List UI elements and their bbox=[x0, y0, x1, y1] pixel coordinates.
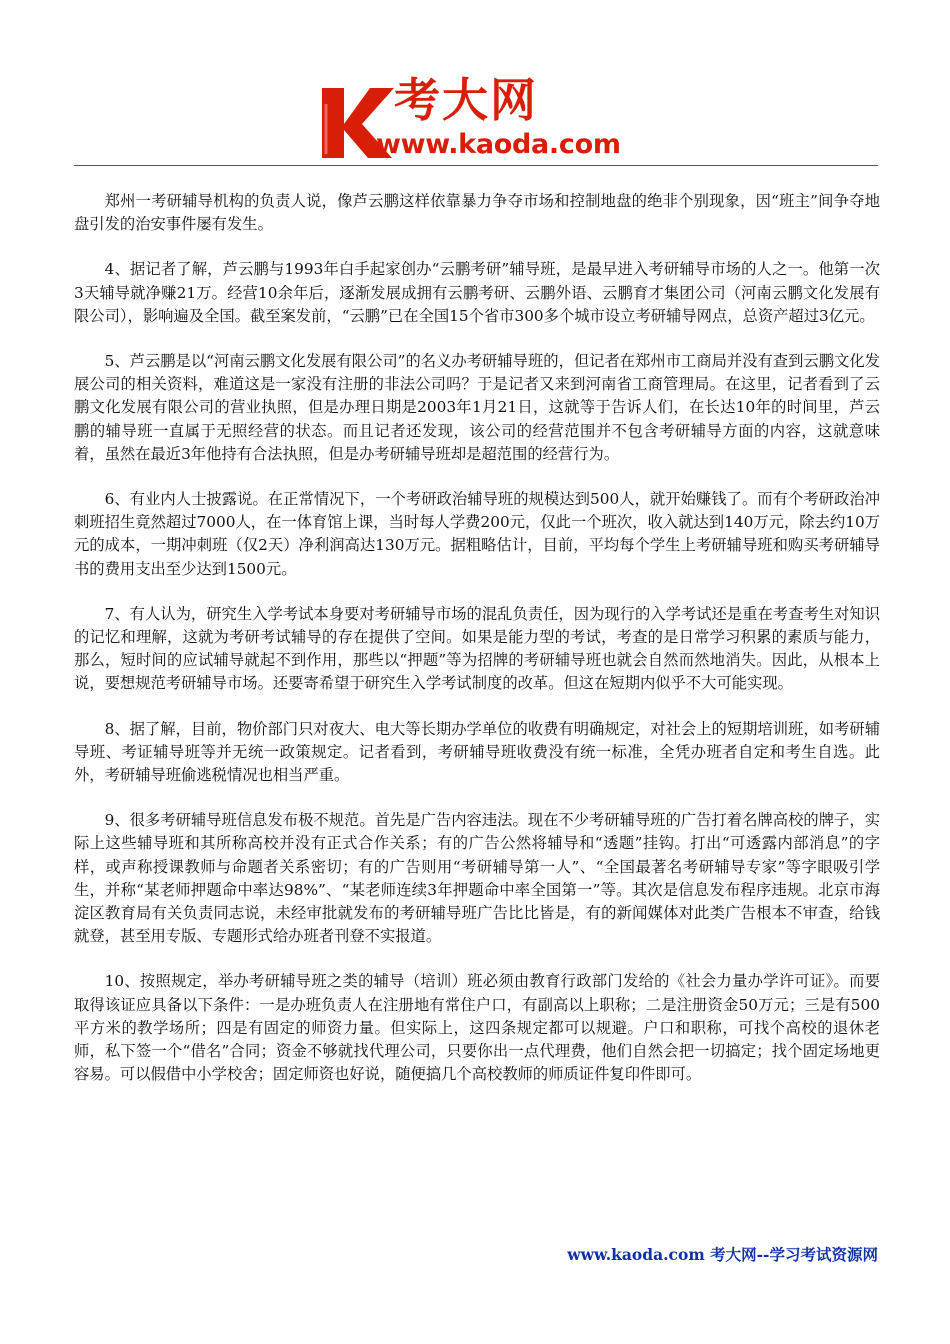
header-divider bbox=[74, 165, 878, 166]
article-body bbox=[74, 190, 880, 1109]
paragraph: 9、很多考研辅导班信息发布极不规范。首先是广告内容违法。现在不少考研辅导班的广告打着名牌高校的牌子，实际上这些辅导班和其所称高校并没有正式合作关系；有的广告公然将辅导和“透题”挂钩。打出“可透露内部消息”的字样，或声称授课教师与命题者关系密切；有的广告则用“考研辅导第一人”、“全国最著名考研辅导专家”等字眼吸引学生，并称“某老师押题命中率达98%”、“某老师连续3年押题命中率全国第一”等。其次是信息发布程序违规。北京市海淀区教育局有关负责同志说，未经审批就发布的考研辅导班广告比比皆是，有的新闻媒体对此类广告根本不审查，给钱就登，甚至用专版、专题形式给办班者刊登不实报道。 bbox=[74, 811, 880, 946]
paragraph: 7、有人认为，研究生入学考试本身要对考研辅导市场的混乱负责任，因为现行的入学考试还是重在考查考生对知识的记忆和理解，这就为考研考试辅导的存在提供了空间。如果是能力型的考试，考查的是日常学习积累的素质与能力，那么，短时间的应试辅导就起不到作用，那些以“押题”等为招牌的考研辅导班也就会自然而然地消失。因此，从根本上说，要想规范考研辅导市场。还要寄希望于研究生入学考试制度的改革。但这在短期内似乎不大可能实现。 bbox=[74, 604, 880, 693]
paragraph: 8、据了解，目前，物价部门只对夜大、电大等长期办学单位的收费有明确规定，对社会上的短期培训班，如考研辅导班、考证辅导班等并无统一政策规定。记者看到，考研辅导班收费没有统一标准，全凭办班者自定和考生自选。此外，考研辅导班偷逃税情况也相当严重。 bbox=[74, 719, 880, 785]
site-logo[interactable] bbox=[318, 72, 638, 162]
paragraph: 6、有业内人士披露说。在正常情况下，一个考研政治辅导班的规模达到500人，就开始赚钱了。而有个考研政治冲刺班招生竟然超过7000人，在一体育馆上课，当时每人学费200元，仅此一个班次，收入就达到140万元，除去约10万元的成本，一期冲刺班（仅2天）净利润高达130万元。据粗略估计，目前，平均每个学生上考研辅导班和购买考研辅导书的费用支出至少达到1500元。 bbox=[74, 490, 880, 578]
paragraph: 郑州一考研辅导机构的负责人说，像芦云鹏这样依靠暴力争夺市场和控制地盘的绝非个别现象，因“班主”间争夺地盘引发的治安事件屡有发生。 bbox=[74, 192, 880, 234]
paragraph: 5、芦云鹏是以“河南云鹏文化发展有限公司”的名义办考研辅导班的，但记者在郑州市工商局并没有查到云鹏文化发展公司的相关资料，难道这是一家没有注册的非法公司吗？于是记者又来到河南省工商管理局。在这里，记者看到了云鹏文化发展有限公司的营业执照，但是办理日期是2003年1月21日，这就等于告诉人们，在长达10年的时间里，芦云鹏的辅导班一直属于无照经营的状态。而且记者还发现，该公司的经营范围并不包含考研辅导方面的内容，这就意味着，虽然在最近3年他持有合法执照，但是办考研辅导班却是超范围的经营行为。 bbox=[74, 352, 880, 463]
paragraph: 10、按照规定，举办考研辅导班之类的辅导（培训）班必须由教育行政部门发给的《社会力量办学许可证》。而要取得该证应具备以下条件：一是办班负责人在注册地有常住户口，有副高以上职称；二是注册资金50万元；三是有500平方米的教学场所；四是有固定的师资力量。但实际上，这四条规定都可以规避。户口和职称，可找个高校的退休老师，私下签一个“借名”合同；资金不够就找代理公司，只要你出一点代理费，他们自然会把一切搞定；找个固定场地更容易。可以假借中小学校舍；固定师资也好说，随便搞几个高校教师的师质证件复印件即可。 bbox=[74, 972, 880, 1084]
paragraph: 4、据记者了解，芦云鹏与1993年白手起家创办“云鹏考研”辅导班，是最早进入考研辅导市场的人之一。他第一次3天辅导就净赚21万。经营10余年后，逐渐发展成拥有云鹏考研、云鹏外语、云鹏育才集团公司（河南云鹏文化发展有限公司），影响遍及全国。截至案发前，“云鹏”已在全国15个省市300多个城市设立考研辅导网点，总资产超过3亿元。 bbox=[74, 260, 880, 325]
logo-url: www.kaoda.com bbox=[376, 129, 621, 160]
logo-name: 考大网 bbox=[394, 73, 538, 127]
footer-link[interactable]: www.kaoda.com 考大网--学习考试资源网 bbox=[567, 1245, 878, 1264]
